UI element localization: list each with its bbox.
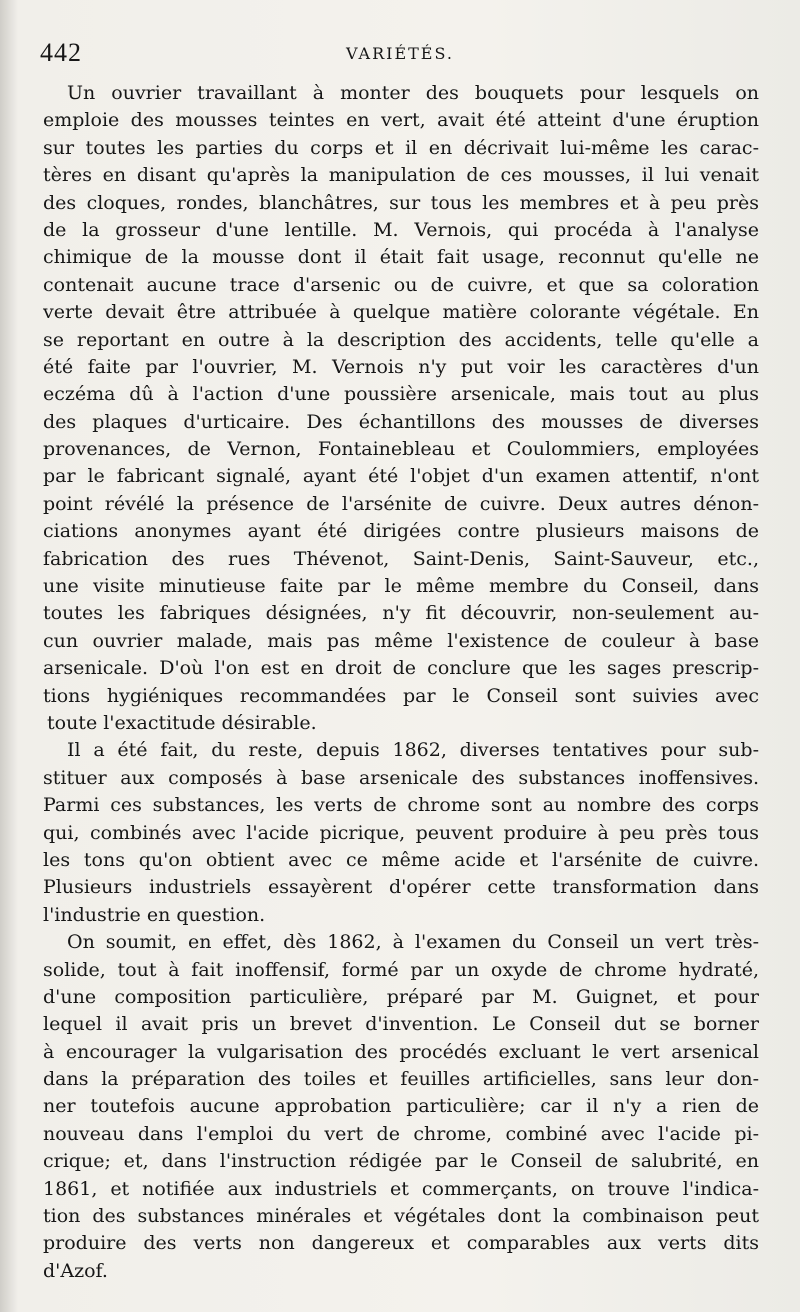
text-line: On soumit, en effet, dès 1862, à l'examen du Conseil un vert très- [67,931,759,954]
text-line: l'industrie en question. [43,903,266,926]
text-line: 1861, et notifiée aux industriels et commerçants, on trouve l'indica- [43,1177,759,1200]
text-line: arsenicale. D'où l'on est en droit de conclure que les sages prescrip- [43,657,759,680]
text-line: contenait aucune trace d'arsenic ou de cuivre, et que sa coloration [43,273,759,296]
text-line: verte devait être attribuée à quelque matière colorante végétale. En [43,301,759,324]
text-line: tères en disant qu'après la manipulation de ces mousses, il lui venait [43,164,759,187]
text-line: de la grosseur d'une lentille. M. Vernois, qui procéda à l'analyse [43,218,759,241]
text-line: des plaques d'urticaire. Des échantillons des mousses de diverses [43,410,759,433]
text-line: provenances, de Vernon, Fontainebleau et Coulommiers, employées [43,438,759,461]
page-number: 442 [40,38,82,67]
text-line: stituer aux composés à base arsenicale des substances inoffensives. [43,766,759,789]
text-line: produire des verts non dangereux et comparables aux verts dits [43,1232,759,1255]
text-line: à encourager la vulgarisation des procédés excluant le vert arsenical [43,1040,759,1063]
text-line: nouveau dans l'emploi du vert de chrome, combiné avec l'acide pi- [43,1122,759,1145]
text-line: fabrication des rues Thévenot, Saint-Denis, Saint-Sauveur, etc., [43,547,759,570]
body-text [43,80,759,1285]
text-line: une visite minutieuse faite par le même membre du Conseil, dans [43,575,759,598]
text-line: crique; et, dans l'instruction rédigée par le Conseil de salubrité, en [43,1150,759,1173]
text-line: toutes les fabriques désignées, n'y fit découvrir, non-seulement au- [43,602,759,625]
text-line: les tons qu'on obtient avec ce même acide et l'arsénite de cuivre. [43,848,759,871]
text-line: d'une composition particulière, préparé par M. Guignet, et pour [43,985,759,1008]
text-line: des cloques, rondes, blanchâtres, sur tous les membres et à peu près [43,191,759,214]
text-line: tions hygiéniques recommandées par le Conseil sont suivies avec [43,684,759,707]
text-line: ciations anonymes ayant été dirigées contre plusieurs maisons de [43,520,759,543]
text-line: eczéma dû à l'action d'une poussière arsenicale, mais tout au plus [43,383,759,406]
running-head: VARIÉTÉS. [346,44,454,63]
text-line: d'Azof. [43,1259,108,1282]
text-line: chimique de la mousse dont il était fait usage, reconnut qu'elle ne [43,246,759,269]
text-line: Parmi ces substances, les verts de chrome sont au nombre des corps [43,794,759,817]
text-line: se reportant en outre à la description des accidents, telle qu'elle a [43,328,759,351]
text-line: dans la préparation des toiles et feuilles artificielles, sans leur don- [43,1068,759,1091]
text-line: Il a été fait, du reste, depuis 1862, diverses tentatives pour sub- [67,739,759,762]
text-line: point révélé la présence de l'arsénite de cuivre. Deux autres dénon- [43,492,759,515]
text-line: toute l'exactitude désirable. [47,711,317,734]
text-line: ner toutefois aucune approbation particulière; car il n'y a rien de [43,1095,759,1118]
text-line: emploie des mousses teintes en vert, avait été atteint d'une éruption [43,109,759,132]
text-line: solide, tout à fait inoffensif, formé par un oxyde de chrome hydraté, [43,958,759,981]
page-header [40,38,760,72]
text-line: Plusieurs industriels essayèrent d'opérer cette transformation dans [43,876,759,899]
text-line: Un ouvrier travaillant à monter des bouquets pour lesquels on [67,82,759,104]
text-line: tion des substances minérales et végétales dont la combinaison peut [43,1205,759,1228]
text-line: qui, combinés avec l'acide picrique, peuvent produire à peu près tous [43,821,759,844]
text-line: sur toutes les parties du corps et il en décrivait lui-même les carac- [43,136,759,159]
text-line: été faite par l'ouvrier, M. Vernois n'y put voir les caractères d'un [43,355,759,378]
text-line: par le fabricant signalé, ayant été l'objet d'un examen attentif, n'ont [43,465,759,488]
text-line: cun ouvrier malade, mais pas même l'existence de couleur à base [43,629,759,652]
text-line: lequel il avait pris un brevet d'invention. Le Conseil dut se borner [43,1013,759,1036]
